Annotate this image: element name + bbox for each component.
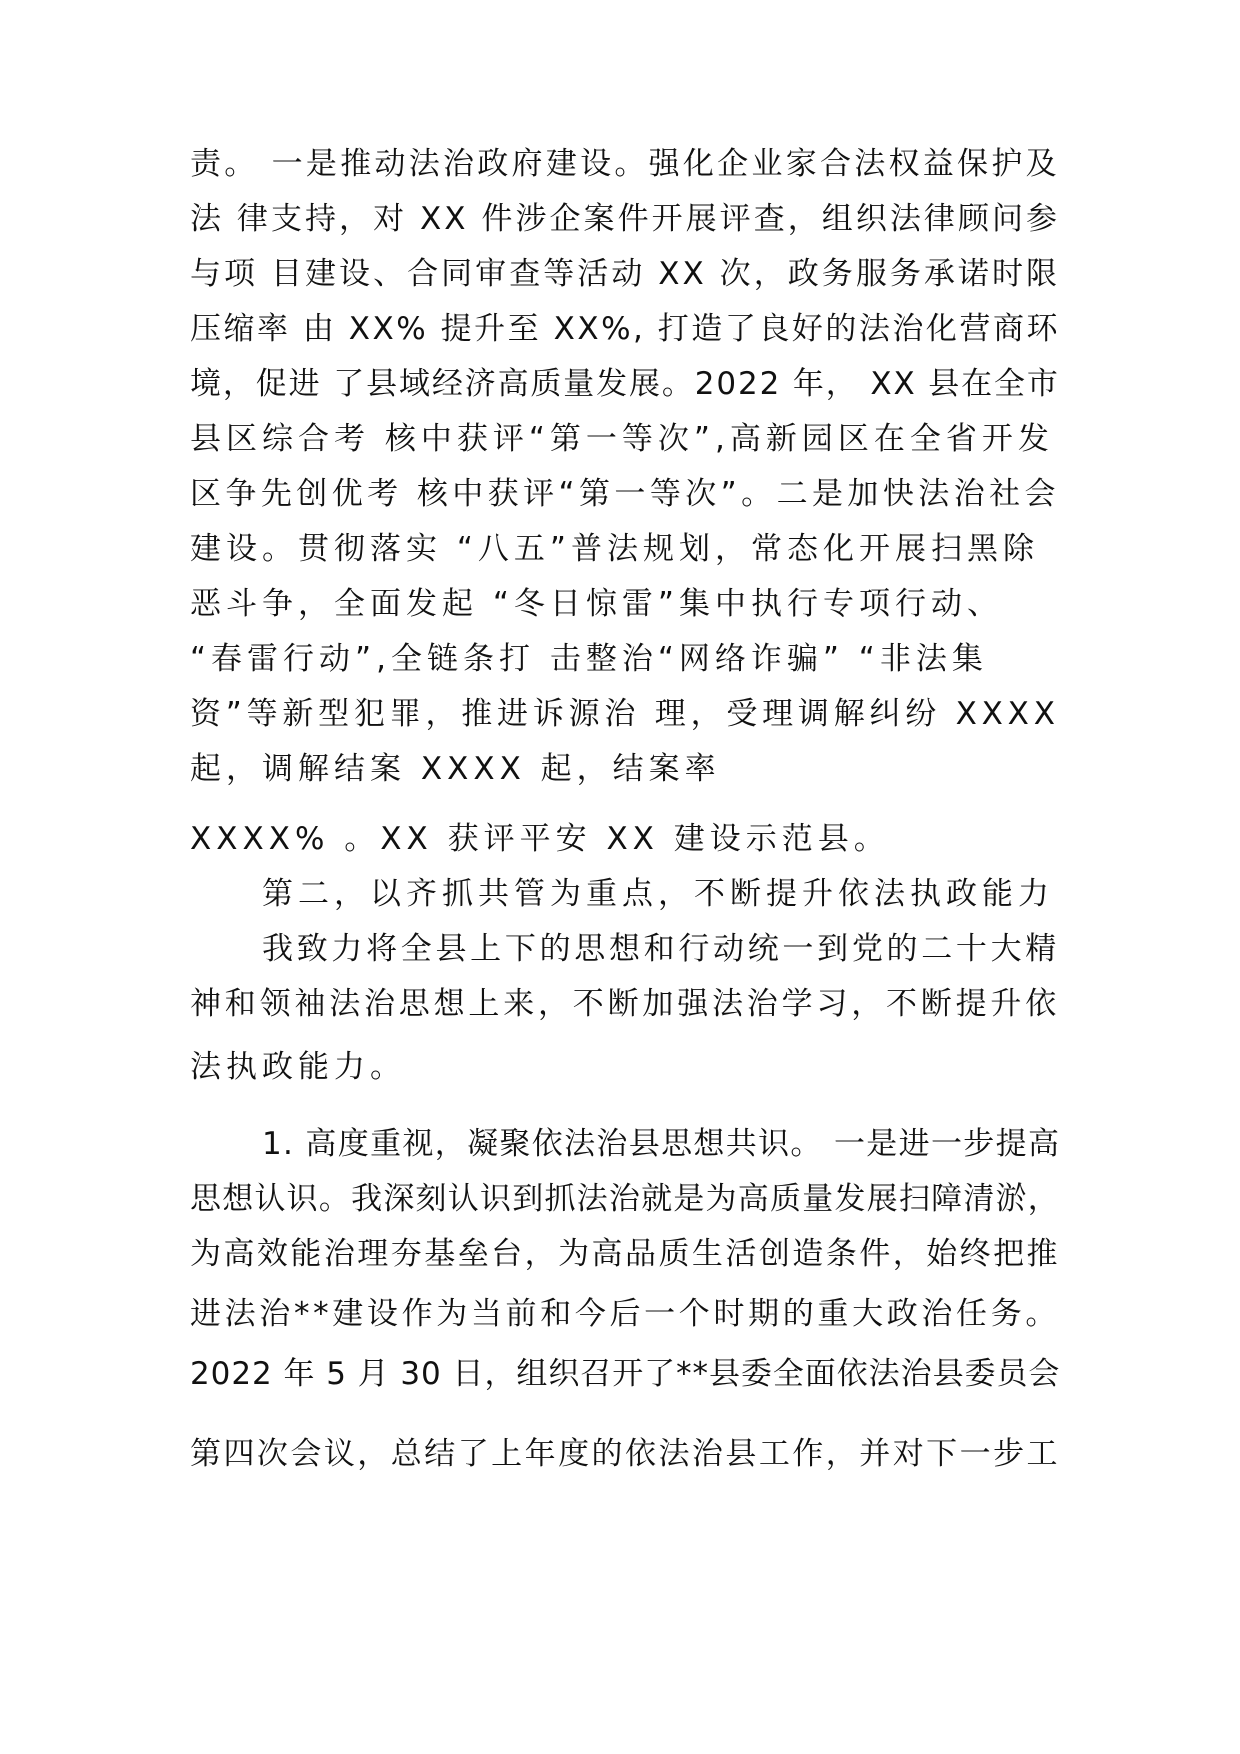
text-line: 与项 目建设、合同审查等活动 XX 次，政务服务承诺时限 [190, 256, 1061, 292]
text-line: 责。 一是推动法治政府建设。强化企业家合法权益保护及 [190, 146, 1060, 182]
text-line: 为高效能治理夯基垒台，为高品质生活创造条件，始终把推 [190, 1236, 1060, 1272]
text-line: 恶斗争，全面发起 “冬日惊雷”集中执行专项行动、 [190, 586, 1003, 622]
text-line: 区争先创优考 核中获评“第一等次”。二是加快法治社会 [190, 476, 1060, 512]
text-line: 思想认识。我深刻认识到抓法治就是为高质量发展扫障清淤， [190, 1181, 1060, 1217]
text-line: 第四次会议，总结了上年度的依法治县工作，并对下一步工 [190, 1436, 1060, 1472]
text-line: 神和领袖法治思想上来，不断加强法治学习，不断提升依 [190, 986, 1060, 1022]
text-line: 我致力将全县上下的思想和行动统一到党的二十大精 [262, 931, 1060, 967]
text-line: 2022 年 5 月 30 日，组织召开了**县委全面依法治县委员会 [190, 1356, 1061, 1392]
text-line: 法 律支持，对 XX 件涉企案件开展评查，组织法律顾问参 [190, 201, 1061, 237]
text-line: 资”等新型犯罪，推进诉源治 理，受理调解纠纷 XXXX [190, 696, 1060, 732]
text-line: 县区综合考 核中获评“第一等次”,高新园区在全省开发 [190, 421, 1054, 457]
text-line: 压缩率 由 XX% 提升至 XX%, 打造了良好的法治化营商环 [190, 311, 1060, 347]
text-line: 建设。贯彻落实 “八五”普法规划，常态化开展扫黑除 [190, 531, 1039, 567]
subsection-heading: 1. 高度重视，凝聚依法治县思想共识。 一是进一步提高 [262, 1126, 1061, 1162]
text-line: 起，调解结案 XXXX 起，结案率 [190, 751, 721, 787]
text-line: “春雷行动”,全链条打 击整治“网络诈骗” “非法集 [190, 641, 988, 677]
text-line: 进法治**建设作为当前和今后一个时期的重大政治任务。 [190, 1296, 1060, 1332]
text-line: 法执政能力。 [190, 1049, 406, 1085]
section-heading: 第二，以齐抓共管为重点，不断提升依法执政能力 [262, 876, 1054, 912]
text-line: XXXX% 。XX 获评平安 XX 建设示范县。 [190, 821, 890, 857]
text-line: 境，促进 了县域经济高质量发展。2022 年， XX 县在全市 [190, 366, 1060, 402]
